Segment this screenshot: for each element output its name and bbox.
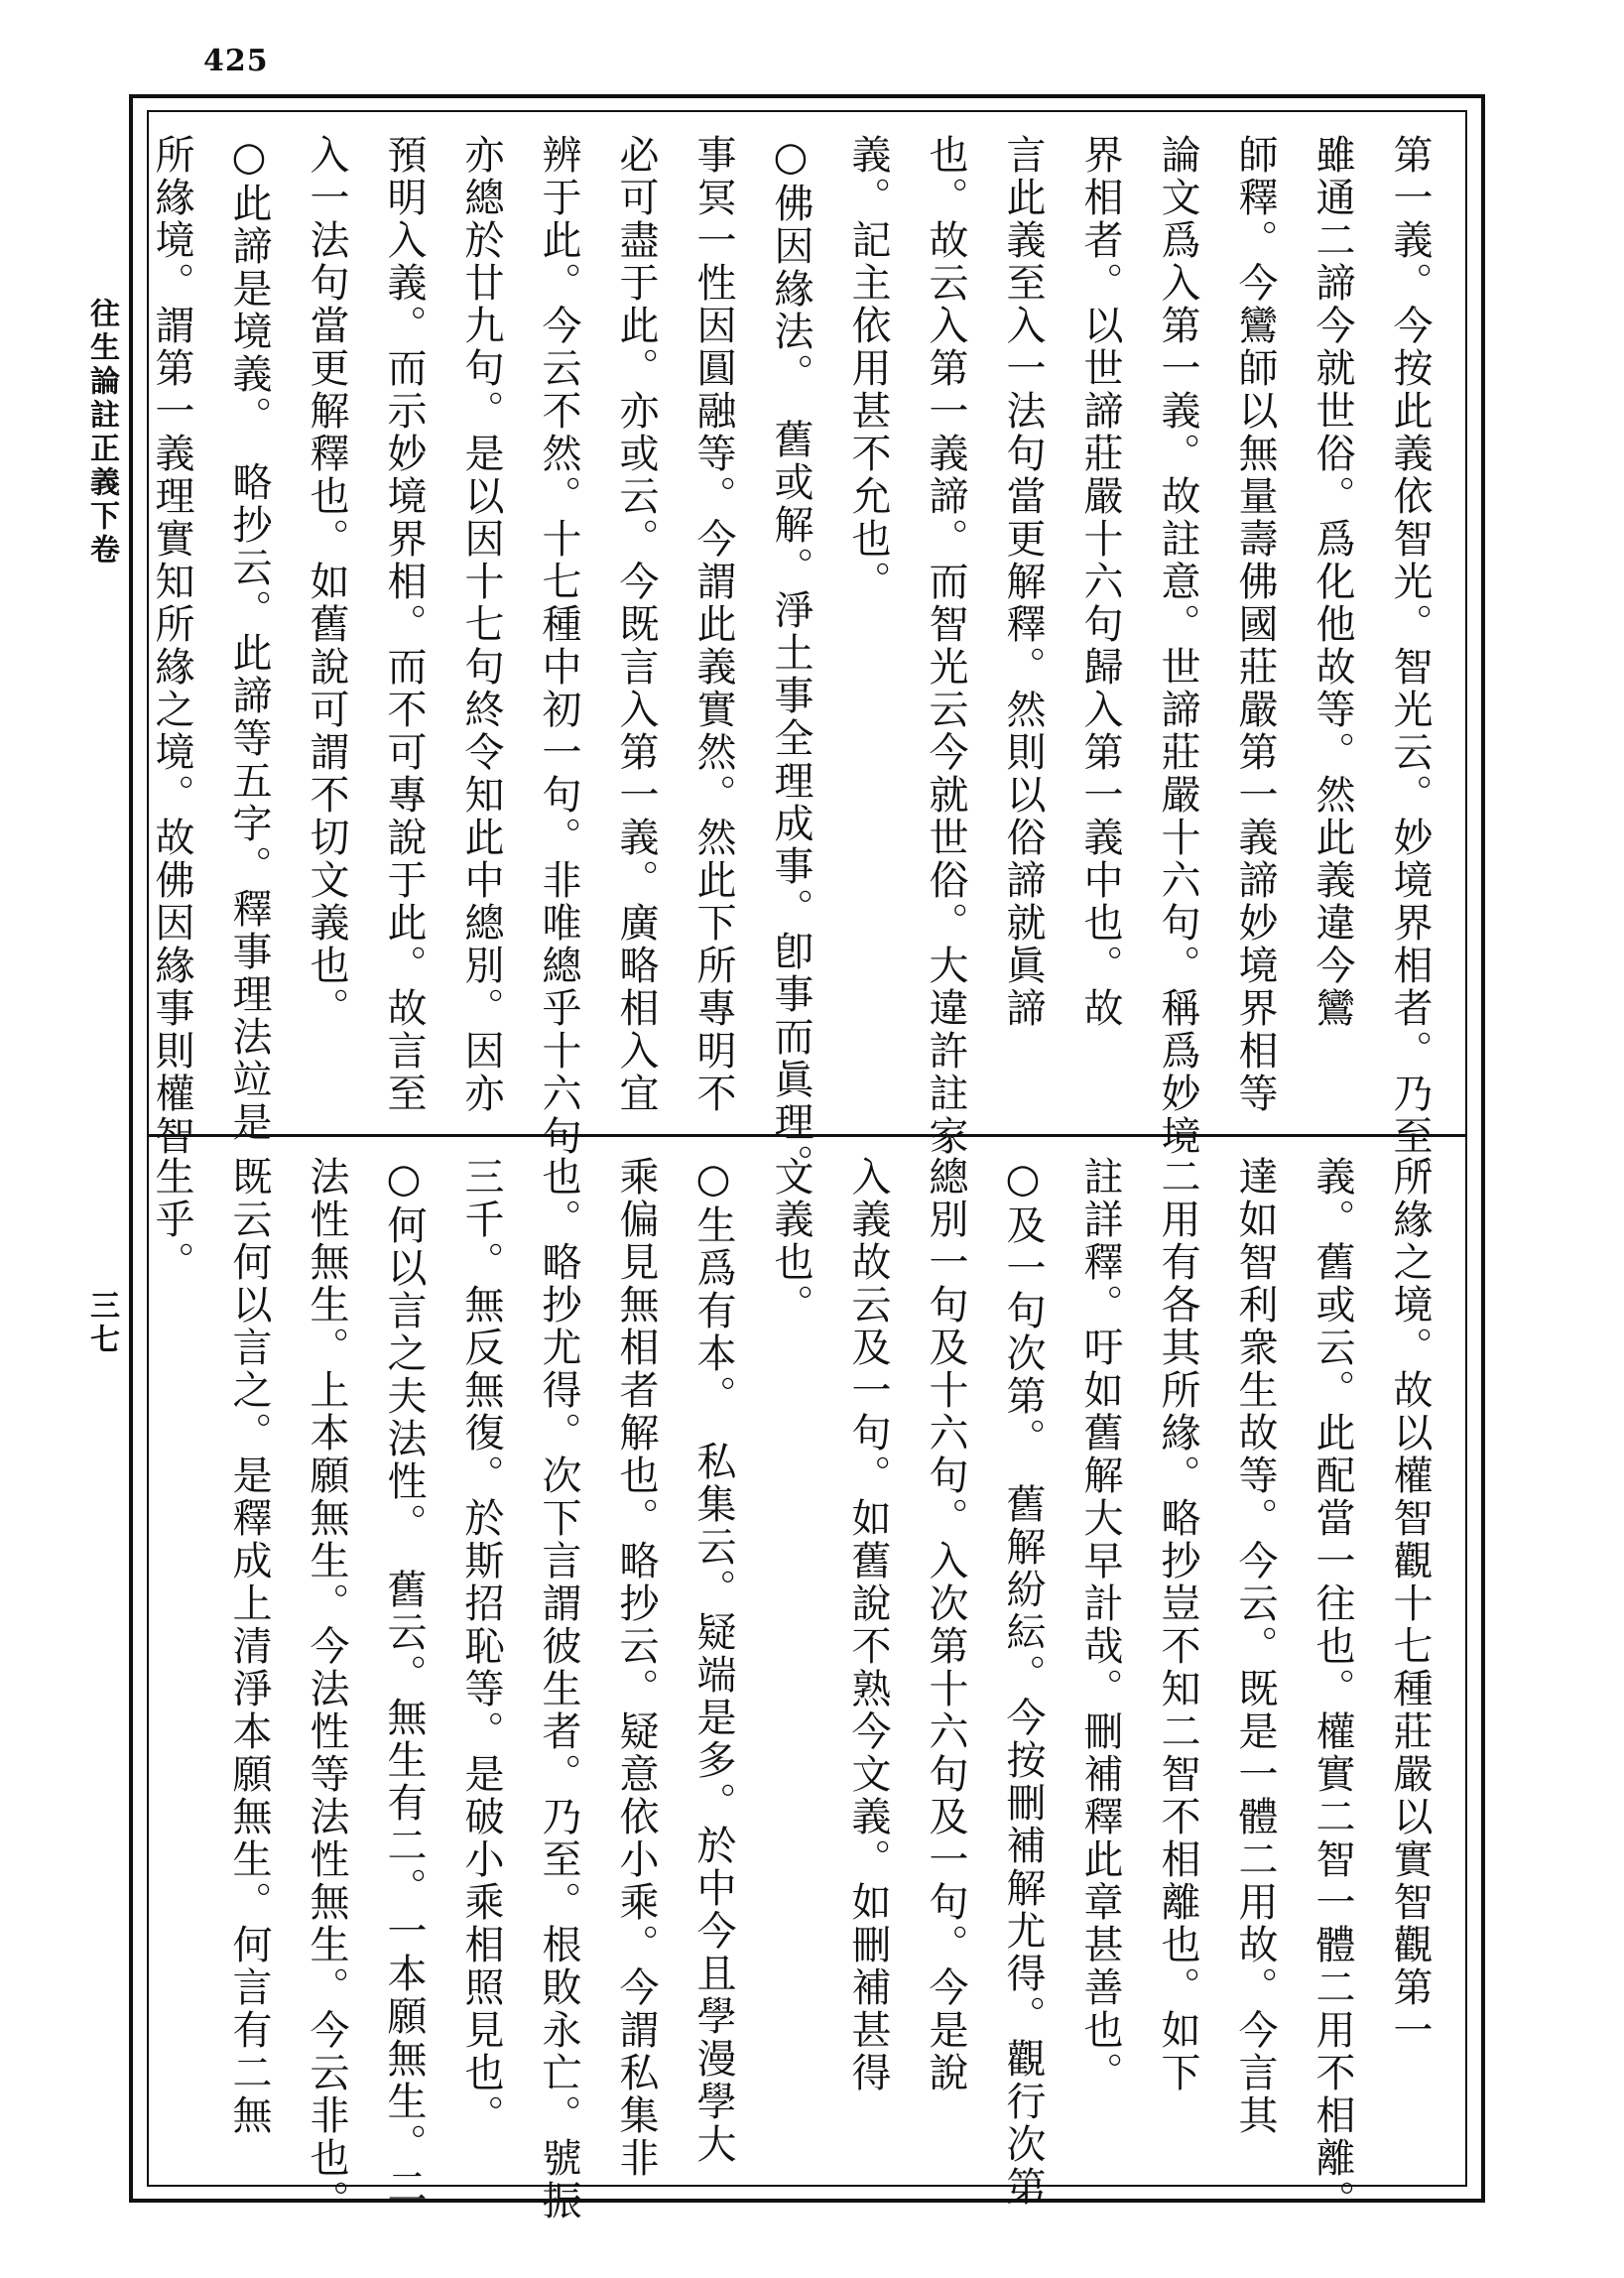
text-column: 註詳釋。吁如舊解大早計哉。刪補釋此章甚善也。: [1077, 1156, 1123, 2094]
text-column: ○及一句次第。 舊解紛紜。今按刪補解尤得。觀行次第: [1000, 1156, 1046, 2209]
text-column: 義。舊或云。此配當一往也。權實二智一體二用不相離。: [1310, 1156, 1355, 2222]
text-column: 生乎。: [149, 1156, 194, 1284]
text-column: 義。記主依用甚不允也。: [845, 134, 891, 603]
text-column: 二用有各其所緣。略抄豈不知二智不相離也。如下: [1155, 1156, 1200, 2094]
text-column: 達如智利衆生故等。今云。既是一體二用故。今言其: [1232, 1156, 1278, 2137]
page-number: 425: [203, 44, 269, 78]
text-column: 三千。無反無復。於斯招恥等。是破小乘相照見也。: [458, 1156, 504, 2137]
text-column: 必可盡于此。亦或云。今既言入第一義。廣略相入宜: [613, 134, 659, 1115]
text-column: 第一義。今按此義依智光。智光云。妙境界相者。乃至。: [1387, 134, 1433, 1201]
text-column: 界相者。以世諦莊嚴十六句歸入第一義中也。故: [1077, 134, 1123, 1030]
running-title: 往生論註正義下卷: [84, 298, 119, 568]
text-column: 論文爲入第一義。故註意。世諦莊嚴十六句。稱爲妙境: [1155, 134, 1200, 1158]
text-column: 法性無生。上本願無生。今法性等法性無生。今云非也。: [304, 1156, 349, 2222]
text-column: 師釋。今鸞師以無量壽佛國莊嚴第一義諦妙境界相等: [1232, 134, 1278, 1115]
upper-text-block: [149, 134, 1448, 1201]
folio-number: 三七: [84, 1290, 119, 1357]
text-column: ○此諦是境義。 略抄云。此諦等五字。釋事理法竝是: [226, 134, 272, 1144]
text-column: 乘偏見無相者解也。略抄云。疑意依小乘。今謂私集非: [613, 1156, 659, 2180]
text-column: 辨于此。今云不然。十七種中初一句。非唯總乎十六句: [536, 134, 581, 1158]
text-column: 入義故云及一句。如舊說不熟今文義。如刪補甚得: [845, 1156, 891, 2094]
text-column: 事冥一性因圓融等。今謂此義實然。然此下所專明不: [690, 134, 736, 1115]
text-column: ○何以言之夫法性。 舊云。無生有二。一本願無生。二: [381, 1156, 427, 2209]
lower-text-block: [149, 1156, 1448, 2222]
text-column: 也。略抄尤得。次下言謂彼生者。乃至。根敗永亡。號振: [536, 1156, 581, 2222]
text-column: 也。故云入第一義諦。而智光云今就世俗。大違許註家: [923, 134, 968, 1158]
text-column: 言此義至入一法句當更解釋。然則以俗諦就眞諦: [1000, 134, 1046, 1030]
text-column: 所緣境。謂第一義理實知所緣之境。故佛因緣事則權智: [149, 134, 194, 1158]
text-column: ○生爲有本。 私集云。疑端是多。於中今且學漫學大: [690, 1156, 736, 2166]
text-column: 入一法句當更解釋也。如舊說可謂不切文義也。: [304, 134, 349, 1030]
text-column: 文義也。: [768, 1156, 813, 1327]
text-column: ○佛因緣法。 舊或解。淨土事全理成事。卽事而眞理。: [768, 134, 813, 1187]
text-column: 所緣之境。故以權智觀十七種莊嚴以實智觀第一: [1387, 1156, 1433, 2052]
text-column: 雖通二諦今就世俗。爲化他故等。然此義違今鸞: [1310, 134, 1355, 1030]
text-column: 預明入義。而示妙境界相。而不可專說于此。故言至: [381, 134, 427, 1115]
text-column: 亦總於廿九句。是以因十七句終令知此中總別。因亦: [458, 134, 504, 1115]
text-column: 既云何以言之。是釋成上清淨本願無生。何言有二無: [226, 1156, 272, 2137]
text-column: 總別一句及十六句。入次第十六句及一句。今是說: [923, 1156, 968, 2094]
